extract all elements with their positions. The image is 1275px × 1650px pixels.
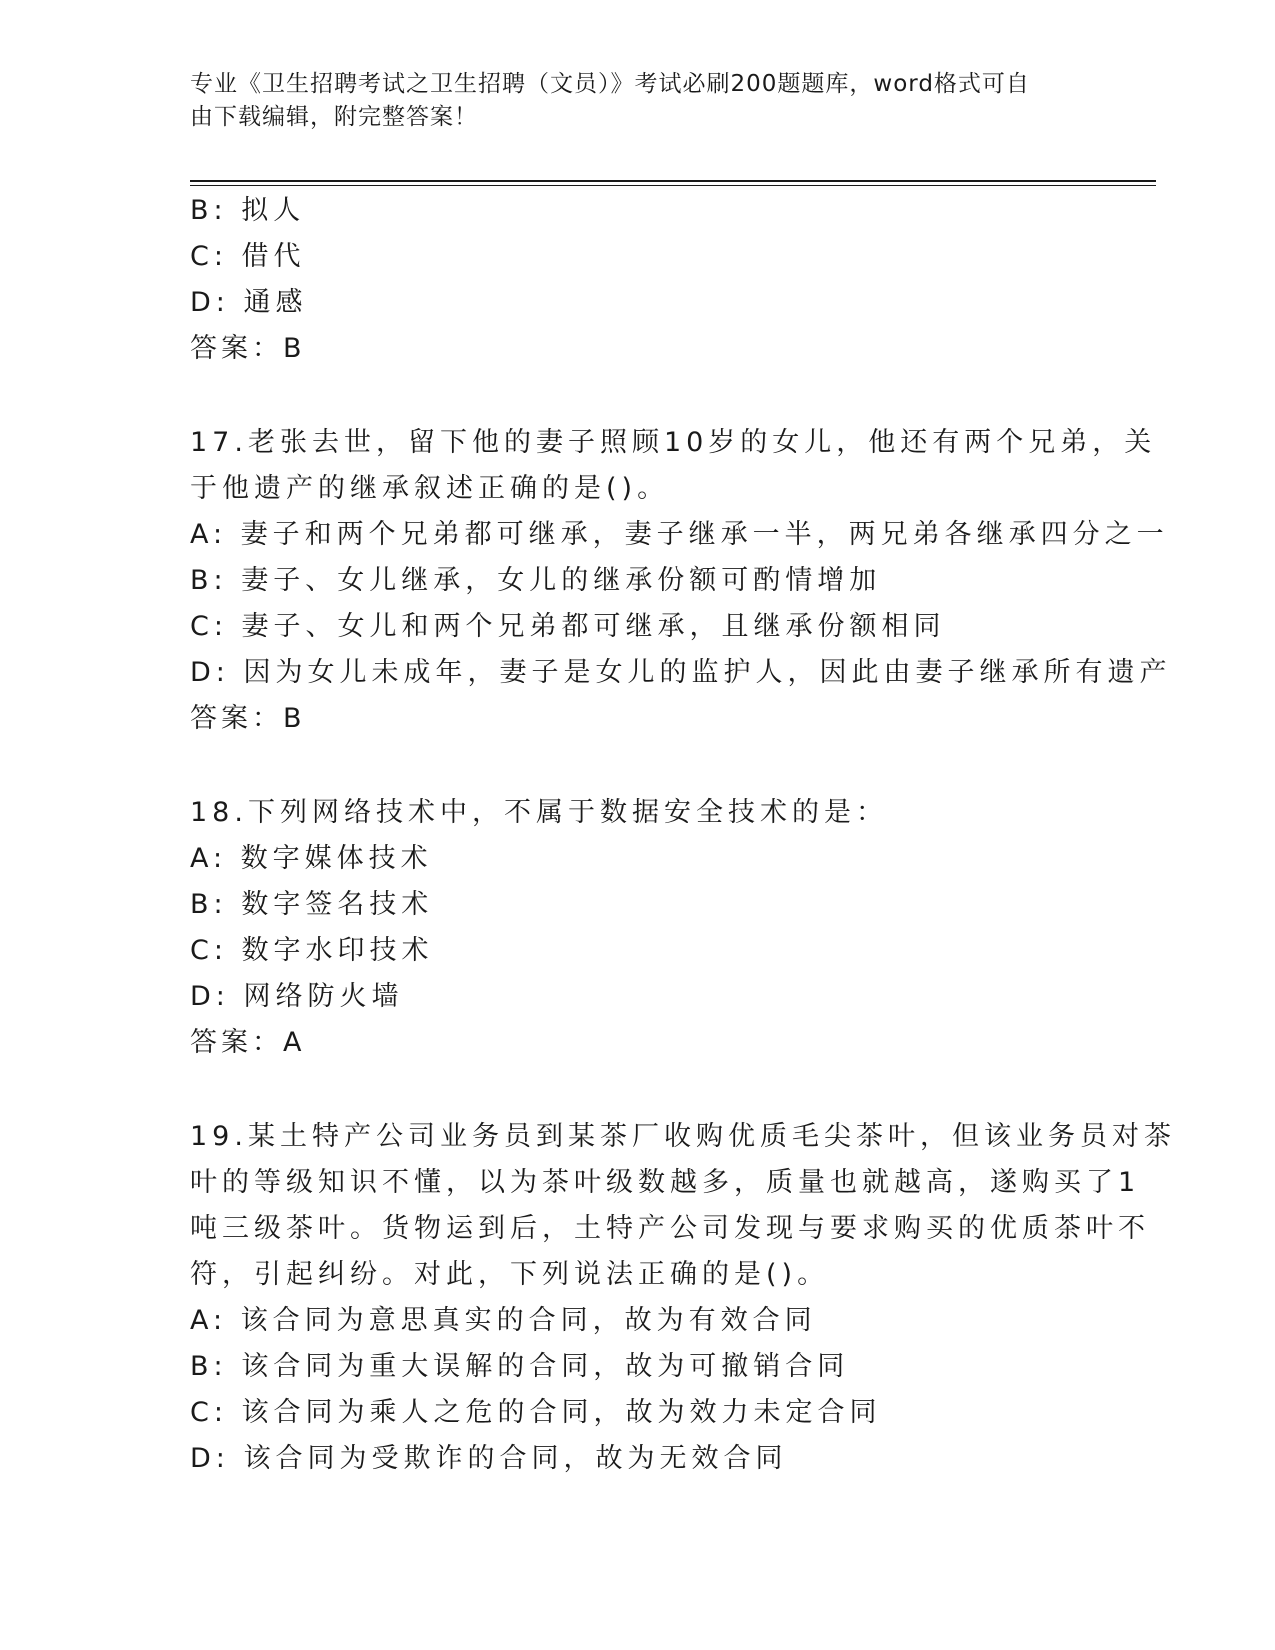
option-b: B: 妻子、女儿继承，女儿的继承份额可酌情增加: [190, 565, 882, 596]
document-header: [190, 68, 1090, 134]
question-stem: 18.下列网络技术中，不属于数据安全技术的是：: [190, 797, 888, 828]
question-stem: 17.老张去世，留下他的妻子照顾10岁的女儿，他还有两个兄弟，关: [190, 427, 1157, 458]
question-stem: 符，引起纠纷。对此，下列说法正确的是()。: [190, 1259, 830, 1290]
option-b: B: 该合同为重大误解的合同，故为可撤销合同: [190, 1351, 850, 1382]
option-c: C: 数字水印技术: [190, 935, 434, 966]
answer-line: 答案：B: [190, 703, 306, 734]
question-17: [190, 420, 1172, 742]
question-stem: 19.某土特产公司业务员到某茶厂收购优质毛尖茶叶，但该业务员对茶: [190, 1121, 1176, 1152]
option-b: B: 数字签名技术: [190, 889, 434, 920]
question-stem: 叶的等级知识不懂，以为茶叶级数越多，质量也就越高，遂购买了1: [190, 1167, 1141, 1198]
document-body: [190, 188, 1176, 1482]
header-rule-thin: [190, 185, 1156, 186]
option-c: C: 妻子、女儿和两个兄弟都可继承，且继承份额相同: [190, 611, 946, 642]
option-a: A: 妻子和两个兄弟都可继承，妻子继承一半，两兄弟各继承四分之一: [190, 519, 1169, 550]
header-line-2: 由下载编辑，附完整答案！: [190, 104, 478, 130]
option-a: A: 数字媒体技术: [190, 843, 433, 874]
question-stem: 于他遗产的继承叙述正确的是()。: [190, 473, 670, 504]
option-d: D: 网络防火墙: [190, 981, 404, 1012]
option-d: D: 通感: [190, 287, 308, 318]
question-19: [190, 1114, 1176, 1482]
prev-question: [190, 188, 1090, 372]
header-line-1: 专业《卫生招聘考试之卫生招聘（文员）》考试必刷200题题库，word格式可自: [190, 71, 1030, 97]
option-a: A: 该合同为意思真实的合同，故为有效合同: [190, 1305, 817, 1336]
option-b: B: 拟人: [190, 195, 306, 226]
question-18: [190, 790, 1090, 1066]
answer-line: 答案：B: [190, 333, 306, 364]
question-stem: 吨三级茶叶。货物运到后，土特产公司发现与要求购买的优质茶叶不: [190, 1213, 1150, 1244]
option-d: D: 因为女儿未成年，妻子是女儿的监护人，因此由妻子继承所有遗产: [190, 657, 1172, 688]
option-d: D: 该合同为受欺诈的合同，故为无效合同: [190, 1443, 788, 1474]
answer-line: 答案：A: [190, 1027, 306, 1058]
option-c: C: 借代: [190, 241, 306, 272]
option-c: C: 该合同为乘人之危的合同，故为效力未定合同: [190, 1397, 882, 1428]
header-rule-thick: [190, 180, 1156, 182]
